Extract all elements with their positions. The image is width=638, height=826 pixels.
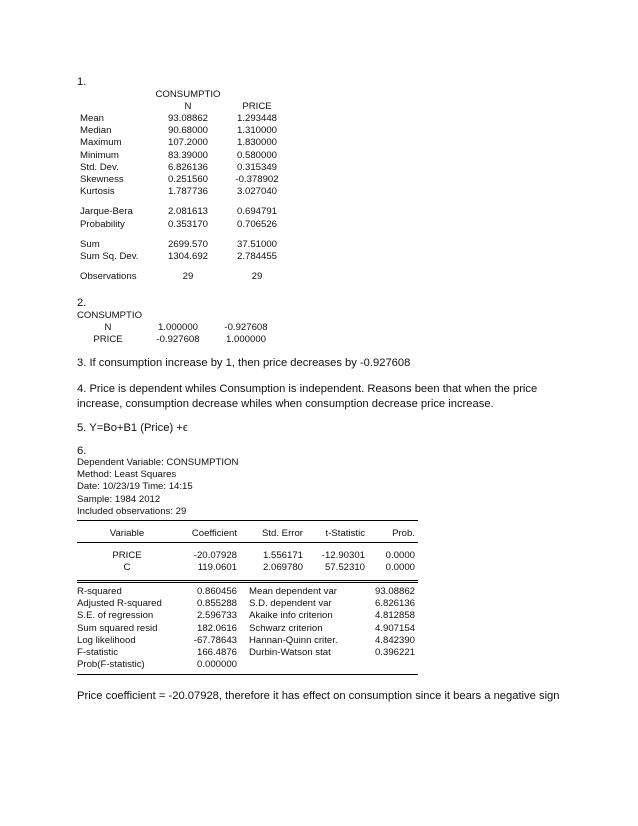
stat-label: Jarque-Bera: [80, 206, 133, 218]
stat-name-right: Akaike info criterion: [249, 610, 333, 622]
corr-label: PRICE: [93, 334, 123, 346]
stat-name-right: S.D. dependent var: [249, 598, 332, 610]
stat-value-left: 182.0616: [196, 622, 237, 634]
conclusion: Price coefficient = -20.07928, therefore it has effect on consumption since it bears a negative sign: [77, 690, 560, 702]
coef-prob: 0.0000: [385, 562, 415, 573]
answer-5: 5. Y=Bo+B1 (Price) +ϵ: [77, 422, 188, 434]
stat-value: 29: [182, 271, 194, 283]
meta-line: Included observations: 29: [77, 505, 187, 517]
stat-value: 83.39000: [167, 149, 208, 161]
col-t-statistic: t-Statistic: [325, 528, 365, 539]
corr-value: -0.927608: [156, 334, 200, 346]
stat-value: 2.784455: [236, 251, 277, 263]
stat-value: 0.353170: [167, 218, 208, 230]
stat-label: Sum Sq. Dev.: [80, 251, 139, 263]
corr-value: 1.000000: [157, 322, 198, 333]
corr-value: 1.000000: [225, 334, 266, 346]
stat-value: 0.694791: [236, 206, 277, 218]
stat-value: 90.68000: [167, 125, 208, 137]
stat-value: 3.027040: [236, 186, 277, 198]
section-1-label: 1.: [77, 76, 87, 88]
stat-value-right: 4.842390: [374, 634, 415, 646]
stats-row: [77, 659, 418, 671]
stat-label: Skewness: [80, 174, 124, 186]
stat-value: 107.2000: [167, 137, 208, 149]
stat-name-right: Durbin-Watson stat: [249, 646, 331, 658]
stat-value: 1.310000: [236, 125, 277, 137]
coef-std-error: 1.556171: [262, 550, 303, 561]
stats-row: [77, 610, 418, 622]
stat-value-right: 0.396221: [374, 646, 415, 658]
stat-value-right: 4.812858: [374, 610, 415, 622]
stats-row: [77, 586, 418, 598]
stat-name-right: Schwarz criterion: [249, 622, 323, 634]
stat-value: 0.315349: [236, 161, 277, 173]
stat-label: Sum: [80, 238, 100, 250]
stat-label: Probability: [80, 218, 125, 230]
stat-value: 1.787736: [167, 186, 208, 198]
stat-value-right: 4.907154: [374, 622, 415, 634]
stat-value: 6.826136: [167, 161, 208, 173]
coef-prob: 0.0000: [385, 550, 415, 561]
stat-value: 1.830000: [236, 137, 277, 149]
stat-value-right: 6.826136: [374, 598, 415, 610]
stat-value-right: 93.08862: [374, 586, 415, 597]
meta-line: Date: 10/23/19 Time: 14:15: [77, 481, 193, 493]
meta-line: Method: Least Squares: [77, 469, 177, 481]
bottom-rule: [77, 674, 418, 675]
stat-label: Kurtosis: [80, 186, 115, 198]
stat-name-left: F-statistic: [77, 646, 119, 658]
stats-rule-2: [77, 582, 418, 583]
corr-row-labels: [77, 322, 139, 346]
coef-value: -20.07928: [193, 550, 237, 561]
answer-4: 4. Price is dependent whiles Consumption is independent. Reasons been that when the price increase, consumption decrease whiles when consumption decrease price increase.: [77, 383, 538, 410]
coef-t-stat: 57.52310: [324, 562, 365, 573]
stat-value: 2.081613: [167, 206, 208, 218]
stat-label: Mean: [80, 113, 104, 124]
stat-name-left: Adjusted R-squared: [77, 598, 162, 610]
stat-label: Maximum: [80, 137, 122, 149]
stat-value-left: 2.596733: [196, 610, 237, 622]
stat-name-right: Hannan-Quinn criter.: [249, 634, 338, 646]
stats-consumption-values: [150, 113, 226, 283]
coef-value: 119.0601: [197, 562, 237, 573]
meta-line: Dependent Variable: CONSUMPTION: [77, 457, 239, 468]
stats-header-consumption: CONSUMPTIO: [155, 89, 221, 100]
stat-value-left: -67.78643: [193, 634, 237, 646]
corr-col-a: [146, 322, 210, 346]
stats-header-consumption-cont: N: [184, 101, 192, 112]
section-2-label: 2.: [77, 297, 87, 309]
col-std-error: Std. Error: [261, 528, 303, 539]
regression-stats: [77, 586, 418, 671]
stat-value: 1304.692: [167, 251, 208, 263]
coef-variable: PRICE: [112, 550, 142, 561]
stat-name-left: Log likelihood: [77, 634, 136, 646]
stat-name-right: Mean dependent var: [249, 586, 338, 597]
stat-value: 2699.570: [167, 238, 208, 250]
stat-label: Minimum: [80, 149, 119, 161]
stat-value: 1.293448: [236, 113, 277, 124]
stats-row: [77, 647, 418, 659]
stat-value: -0.378902: [235, 174, 279, 186]
stats-rule-1: [77, 580, 418, 581]
stats-row: [77, 635, 418, 647]
stat-value: 29: [251, 271, 263, 283]
top-rule: [77, 520, 418, 521]
corr-value: -0.927608: [224, 322, 268, 333]
stat-name-left: Sum squared resid: [77, 622, 158, 634]
stat-value: 0.580000: [236, 149, 277, 161]
coef-std-error: 2.069780: [262, 562, 303, 573]
stat-value-left: 166.4876: [196, 646, 237, 658]
col-variable: Variable: [109, 528, 145, 539]
corr-label: N: [104, 322, 112, 333]
coef-t-stat: -12.90301: [321, 550, 365, 561]
regression-meta: [77, 457, 238, 518]
answer-3: 3. If consumption increase by 1, then price decreases by -0.927608: [77, 357, 411, 369]
stat-value: 0.706526: [236, 218, 277, 230]
stat-label: Std. Dev.: [80, 161, 119, 173]
stat-name-left: Prob(F-statistic): [77, 659, 145, 671]
stat-value: 0.251560: [167, 174, 208, 186]
stats-row: [77, 623, 418, 635]
stats-price-values: [228, 113, 286, 283]
corr-col-b: [214, 322, 278, 346]
stat-value-left: 0.000000: [196, 659, 237, 671]
stat-label: Observations: [80, 271, 137, 283]
stat-label: Median: [80, 125, 112, 137]
meta-line: Sample: 1984 2012: [77, 493, 161, 505]
stat-value: 93.08862: [167, 113, 208, 124]
corr-header-consumption: CONSUMPTIO: [77, 310, 143, 321]
stat-value-left: 0.855288: [196, 598, 237, 610]
stat-value-left: 0.860456: [196, 586, 237, 597]
col-prob: Prob.: [392, 528, 415, 539]
header-rule: [77, 542, 418, 543]
stats-row: [77, 598, 418, 610]
stat-name-left: S.E. of regression: [77, 610, 154, 622]
stats-labels: [80, 113, 138, 283]
stats-header-price: PRICE: [242, 101, 272, 112]
stat-value: 37.51000: [236, 238, 277, 250]
col-coefficient: Coefficient: [191, 528, 237, 539]
coef-variable: C: [123, 562, 131, 573]
section-6-label: 6.: [77, 445, 87, 457]
stat-name-left: R-squared: [77, 586, 122, 597]
